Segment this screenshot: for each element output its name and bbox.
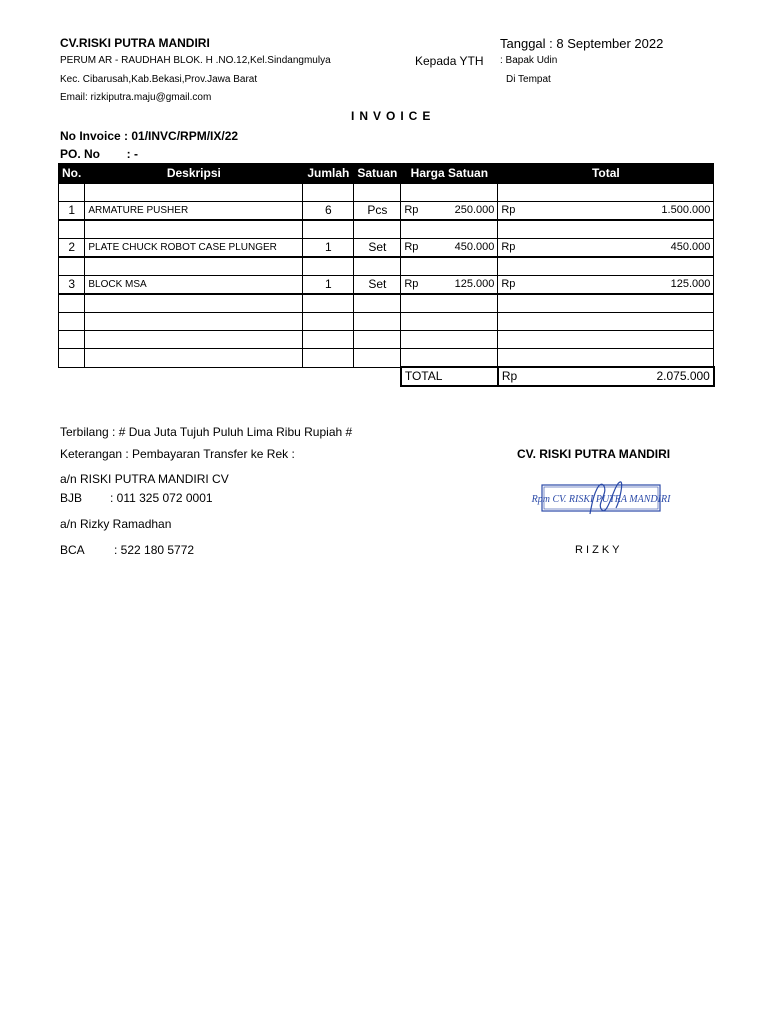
item-unit-price [401, 276, 498, 295]
empty-row [59, 349, 714, 368]
amount-in-words: Terbilang : # Dua Juta Tujuh Puluh Lima Ribu Rupiah # [60, 425, 353, 439]
grand-total-value: 2.075.000 [656, 369, 710, 383]
invoice-number: No Invoice : 01/INVC/RPM/IX/22 [60, 129, 239, 143]
total-value: 450.000 [670, 241, 711, 253]
currency-label: Rp [501, 369, 518, 383]
header-unit-price: Harga Satuan [401, 164, 498, 184]
item-quantity: 6 [303, 202, 354, 221]
invoice-date: Tanggal : 8 September 2022 [500, 36, 664, 51]
bank1-holder: a/n RISKI PUTRA MANDIRI CV [60, 472, 229, 486]
currency-label: Rp [404, 278, 419, 290]
company-email: Email: rizkiputra.maju@gmail.com [60, 92, 212, 103]
header-quantity: Jumlah [303, 164, 354, 184]
header-unit: Satuan [354, 164, 401, 184]
po-number: PO. No : - [60, 147, 138, 161]
table-row [59, 202, 714, 221]
header-no: No. [59, 164, 85, 184]
header-description: Deskripsi [85, 164, 303, 184]
item-quantity: 1 [303, 276, 354, 295]
invoice-table [58, 163, 715, 387]
item-quantity: 1 [303, 239, 354, 258]
item-unit: Set [354, 276, 401, 295]
item-total [498, 202, 714, 221]
item-no: 1 [59, 202, 85, 221]
item-unit-price [401, 202, 498, 221]
signature-company: CV. RISKI PUTRA MANDIRI [517, 447, 671, 461]
recipient-name: : Bapak Udin [500, 55, 558, 66]
bank2-account: : 522 180 5772 [114, 543, 195, 557]
bank1-name: BJB [60, 491, 83, 505]
company-address-line2: Kec. Cibarusah,Kab.Bekasi,Prov.Jawa Barat [60, 74, 258, 85]
item-total [498, 276, 714, 295]
currency-label: Rp [501, 204, 516, 216]
company-address-line1: PERUM AR - RAUDHAH BLOK. H .NO.12,Kel.Sindangmulya [60, 55, 331, 66]
empty-row [59, 331, 714, 349]
bank2-name: BCA [60, 543, 85, 557]
empty-row [59, 294, 714, 313]
company-name: CV.RISKI PUTRA MANDIRI [60, 36, 210, 50]
table-row [59, 276, 714, 295]
total-value: 1.500.000 [661, 204, 711, 216]
item-unit: Pcs [354, 202, 401, 221]
spacer-row [59, 220, 714, 239]
recipient-label: Kepada YTH [415, 54, 484, 68]
currency-label: Rp [501, 278, 516, 290]
currency-label: Rp [501, 241, 516, 253]
table-row [59, 239, 714, 258]
payment-note: Keterangan : Pembayaran Transfer ke Rek : [60, 447, 295, 461]
empty-row [59, 313, 714, 331]
total-value: 125.000 [670, 278, 711, 290]
price-value: 450.000 [454, 241, 495, 253]
currency-label: Rp [404, 241, 419, 253]
document-title: INVOICE [351, 109, 436, 123]
table-header-row [59, 164, 714, 184]
recipient-place: Di Tempat [506, 74, 551, 85]
price-value: 125.000 [454, 278, 495, 290]
spacer-row [59, 184, 714, 202]
currency-label: Rp [404, 204, 419, 216]
item-description: BLOCK MSA [85, 276, 303, 295]
signer-name: R I Z K Y [575, 544, 620, 556]
header-total: Total [498, 164, 714, 184]
total-label: TOTAL [401, 367, 498, 386]
stamp-text: Rpm CV. RISKI PUTRA MANDIRI [531, 494, 671, 505]
item-total [498, 239, 714, 258]
price-value: 250.000 [454, 204, 495, 216]
bank2-holder: a/n Rizky Ramadhan [60, 517, 172, 531]
spacer-row [59, 257, 714, 276]
item-unit-price [401, 239, 498, 258]
grand-total-row [59, 367, 714, 386]
item-unit: Set [354, 239, 401, 258]
item-no: 2 [59, 239, 85, 258]
company-stamp [531, 480, 671, 516]
bank1-account: : 011 325 072 0001 [110, 491, 213, 505]
item-description: ARMATURE PUSHER [85, 202, 303, 221]
item-no: 3 [59, 276, 85, 295]
grand-total [498, 367, 714, 386]
item-description: PLATE CHUCK ROBOT CASE PLUNGER [85, 239, 303, 258]
